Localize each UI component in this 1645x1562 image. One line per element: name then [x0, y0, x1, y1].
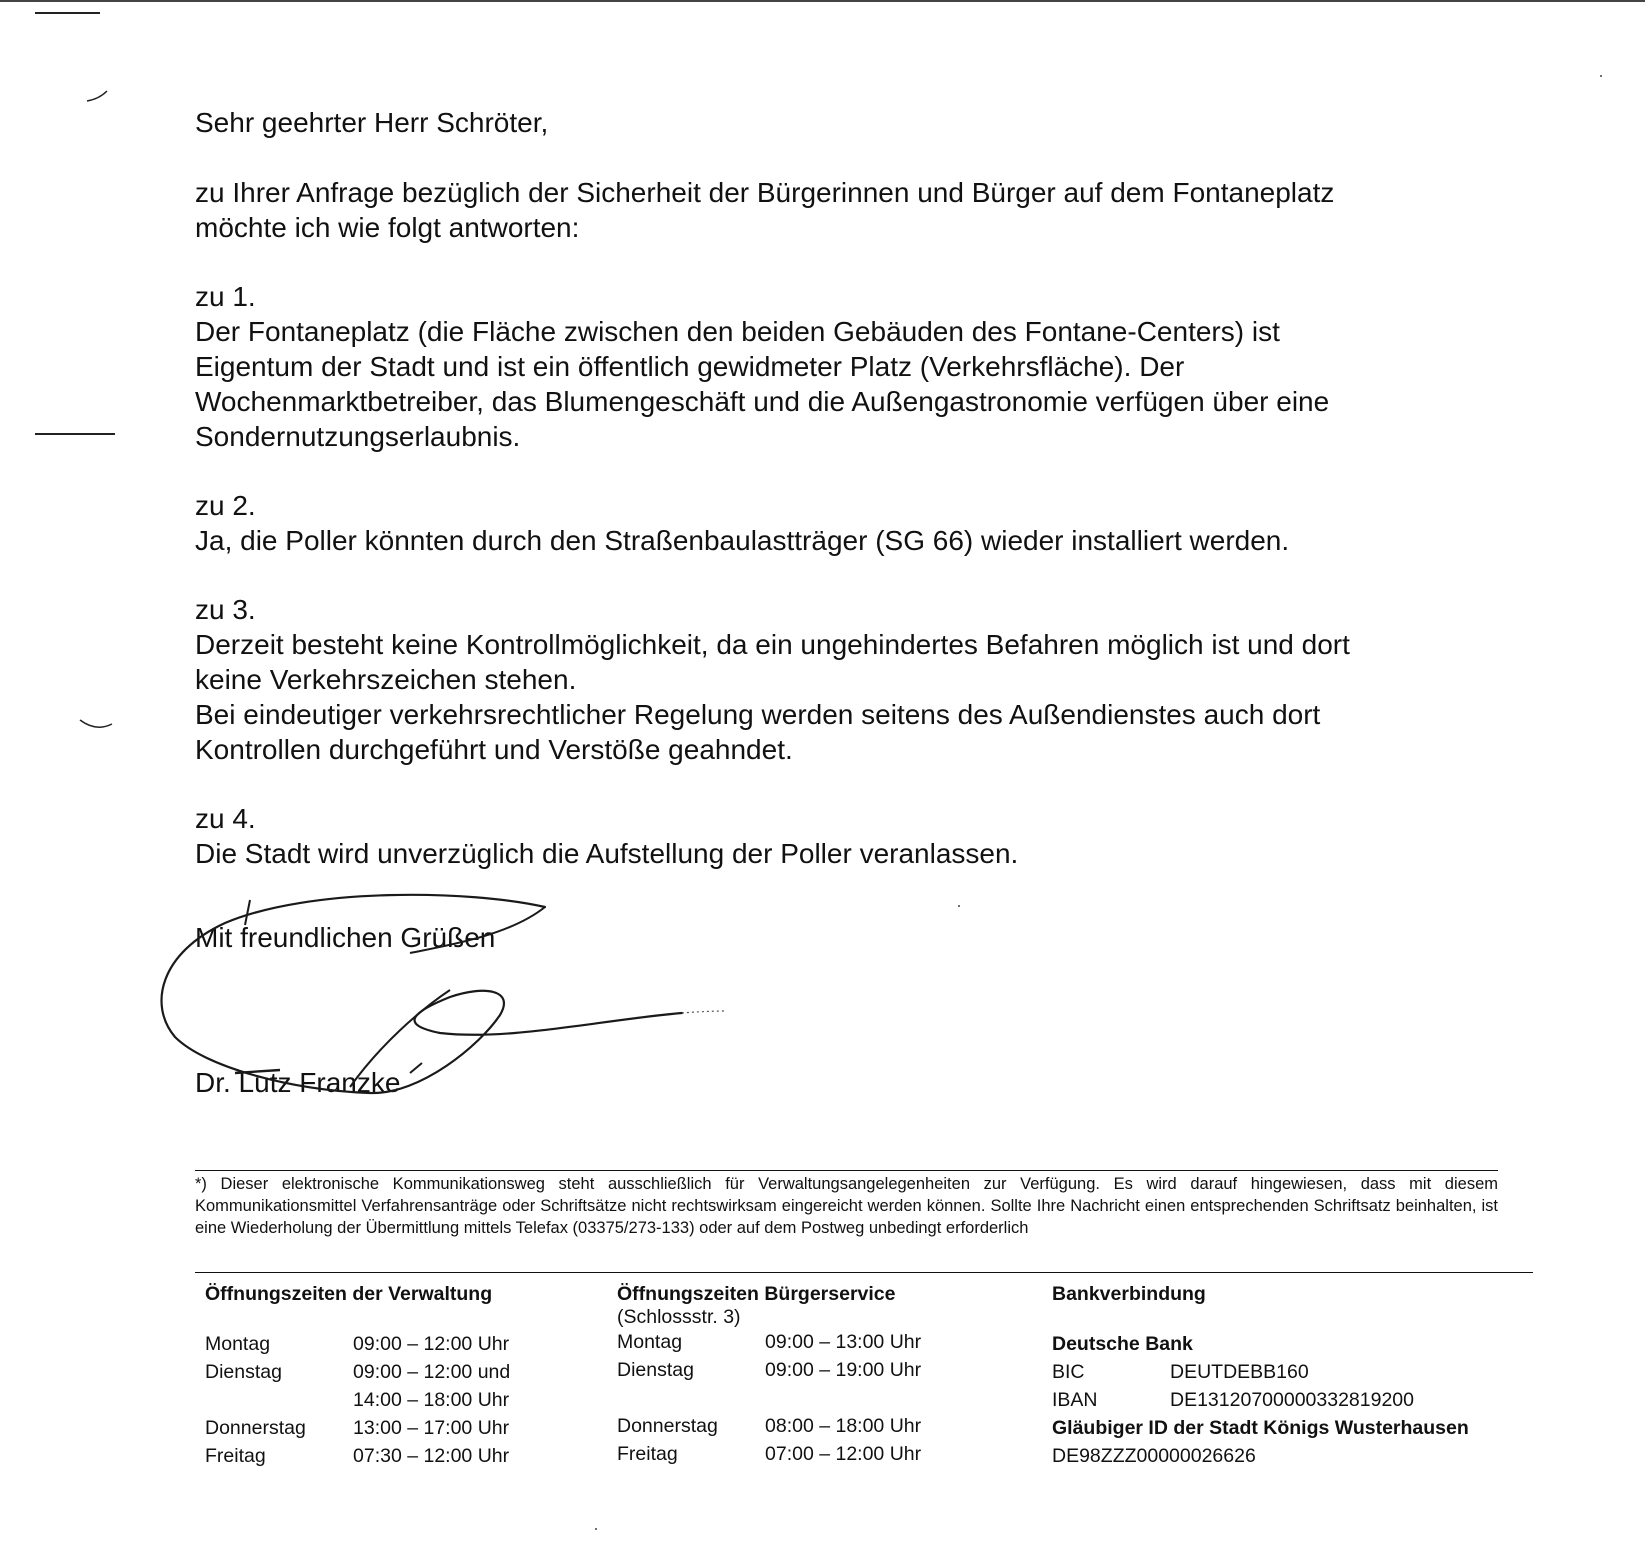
- signer-name: Dr. Lutz Franzke: [195, 1067, 401, 1098]
- scan-edge-line: [0, 0, 1645, 2]
- hours-row: [617, 1384, 921, 1412]
- scan-speck: [958, 905, 960, 907]
- section-heading: zu 2.: [195, 490, 256, 521]
- section-line: keine Verkehrszeichen stehen.: [195, 664, 577, 695]
- legal-footnote: *) Dieser elektronische Kommunikationsweg steht ausschließlich für Verwaltungsangelegenheiten zur Verfügung. Es wird darauf hingewiesen, dass mit diesem Kommunikationsmittel Verfahrensanträge oder Schriftsätze nicht rechtswirksam eingereicht werden können. Sollte Ihre Nachricht einen entsprechenden Schriftsatz beinhalten, ist eine Wiederholung der Übermittlung mittels Telefax (03375/273-133) oder auf dem Postweg unbedingt erforderlich: [195, 1170, 1498, 1239]
- section-line: Bei eindeutiger verkehrsrechtlicher Regelung werden seitens des Außendienstes auch dort: [195, 699, 1321, 730]
- creditor-id-value: DE98ZZZ00000026626: [1052, 1445, 1256, 1467]
- hours-row: [205, 1358, 510, 1386]
- section-4: [195, 801, 1495, 871]
- time-value: 14:00 – 18:00 Uhr: [353, 1389, 510, 1411]
- day-label: Dienstag: [617, 1359, 694, 1381]
- day-label: Montag: [617, 1331, 683, 1353]
- hours-row: [205, 1442, 510, 1470]
- time-value: 08:00 – 18:00 Uhr: [765, 1415, 922, 1437]
- handwritten-signature: [150, 895, 750, 1100]
- closing: Mit freundlichen Grüßen: [195, 922, 496, 953]
- letter-body: [195, 105, 1495, 871]
- time-value: 09:00 – 13:00 Uhr: [765, 1331, 922, 1353]
- iban-value: DE13120700000332819200: [1170, 1389, 1414, 1411]
- day-label: [617, 1384, 765, 1412]
- bic-value: DEUTDEBB160: [1170, 1361, 1309, 1383]
- intro-line: zu Ihrer Anfrage bezüglich der Sicherheit der Bürgerinnen und Bürger auf dem Fontaneplatz: [195, 177, 1335, 208]
- day-label: Donnerstag: [617, 1415, 718, 1437]
- admin-hours-title: Öffnungszeiten der Verwaltung: [205, 1283, 493, 1305]
- bic-row: [1052, 1358, 1469, 1386]
- day-label: Donnerstag: [205, 1417, 306, 1439]
- time-value: 09:00 – 19:00 Uhr: [765, 1359, 922, 1381]
- bank-name: Deutsche Bank: [1052, 1333, 1193, 1355]
- time-value: 13:00 – 17:00 Uhr: [353, 1417, 510, 1439]
- section-line: Die Stadt wird unverzüglich die Aufstellung der Poller veranlassen.: [195, 838, 1019, 869]
- citizen-service-address: (Schlossstr. 3): [617, 1306, 741, 1328]
- day-label: Freitag: [205, 1445, 266, 1467]
- creditor-id-label: Gläubiger ID der Stadt Königs Wusterhausen: [1052, 1417, 1469, 1439]
- footer-divider: [195, 1272, 1533, 1273]
- hours-row: [617, 1328, 921, 1356]
- bank-title: Bankverbindung: [1052, 1283, 1206, 1305]
- section-line: Kontrollen durchgeführt und Verstöße geahndet.: [195, 734, 793, 765]
- scan-speck: [595, 1528, 597, 1530]
- hours-row: [205, 1330, 510, 1358]
- section-line: Ja, die Poller könnten durch den Straßenbaulastträger (SG 66) wieder installiert werden.: [195, 525, 1290, 556]
- hours-row: [617, 1356, 921, 1384]
- hours-row: [617, 1440, 921, 1468]
- bic-label: BIC: [1052, 1361, 1085, 1383]
- salutation: Sehr geehrter Herr Schröter,: [195, 107, 549, 138]
- time-value: 09:00 – 12:00 Uhr: [353, 1333, 510, 1355]
- section-line: Sondernutzungserlaubnis.: [195, 421, 521, 452]
- hours-row: [205, 1414, 510, 1442]
- section-line: Eigentum der Stadt und ist ein öffentlich gewidmeter Platz (Verkehrsfläche). Der: [195, 351, 1185, 382]
- citizen-service-title: Öffnungszeiten Bürgerservice: [617, 1283, 896, 1305]
- day-label: [205, 1386, 353, 1414]
- day-label: Freitag: [617, 1443, 678, 1465]
- section-heading: zu 1.: [195, 281, 256, 312]
- citizen-service-hours: [617, 1280, 921, 1468]
- section-heading: zu 4.: [195, 803, 256, 834]
- section-heading: zu 3.: [195, 594, 256, 625]
- fold-mark-lower: [78, 718, 118, 738]
- section-2: [195, 488, 1495, 558]
- time-value: 07:30 – 12:00 Uhr: [353, 1445, 510, 1467]
- iban-label: IBAN: [1052, 1389, 1098, 1411]
- day-label: Montag: [205, 1333, 271, 1355]
- hole-punch-mark: [35, 433, 115, 435]
- hours-row: [205, 1386, 510, 1414]
- section-3: [195, 592, 1495, 767]
- scan-margin-mark: [35, 12, 100, 14]
- time-value: 07:00 – 12:00 Uhr: [765, 1443, 922, 1465]
- scan-speck: [1600, 75, 1602, 77]
- time-value: 09:00 – 12:00 und: [353, 1361, 511, 1383]
- fold-mark: [85, 85, 115, 105]
- section-line: Wochenmarktbetreiber, das Blumengeschäft und die Außengastronomie verfügen über eine: [195, 386, 1330, 417]
- hours-row: [617, 1412, 921, 1440]
- intro-line: möchte ich wie folgt antworten:: [195, 212, 580, 243]
- admin-hours: [205, 1280, 510, 1470]
- section-line: Der Fontaneplatz (die Fläche zwischen den beiden Gebäuden des Fontane-Centers) ist: [195, 316, 1280, 347]
- bank-details: [1052, 1280, 1469, 1470]
- section-1: [195, 279, 1495, 454]
- day-label: Dienstag: [205, 1361, 282, 1383]
- iban-row: [1052, 1386, 1469, 1414]
- section-line: Derzeit besteht keine Kontrollmöglichkeit, da ein ungehindertes Befahren möglich ist und dort: [195, 629, 1350, 660]
